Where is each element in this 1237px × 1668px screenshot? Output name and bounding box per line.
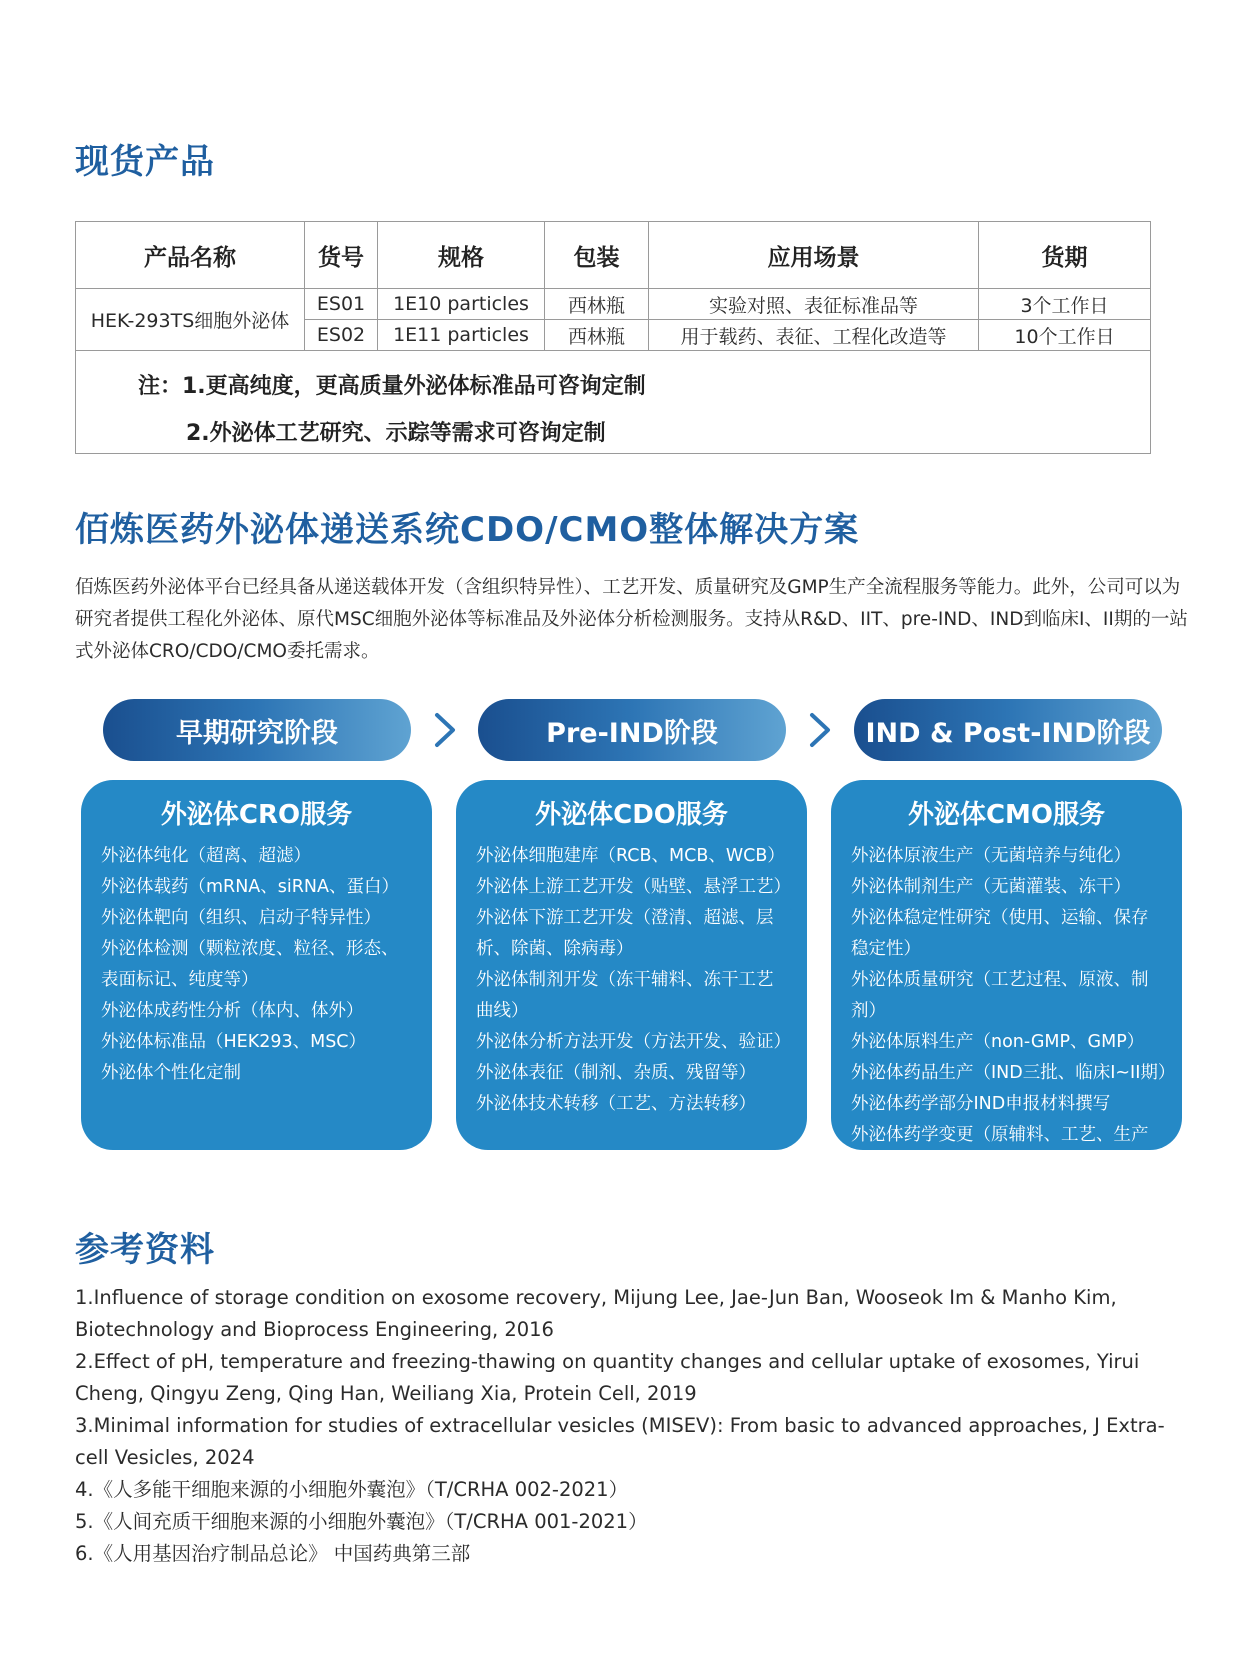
header-code: 货号 <box>305 222 378 289</box>
table-notes-row <box>76 351 1151 454</box>
header-package: 包装 <box>545 222 649 289</box>
list-item: 外泌体个性化定制 <box>101 1063 241 1083</box>
reference-line: 3.Minimal information for studies of extracellular vesicles (MISEV): From basic to advanced approaches, J Extra- <box>75 1414 1165 1437</box>
list-item: 外泌体制剂生产（无菌灌装、冻干） <box>851 877 1131 897</box>
spec-cell: 1E10 particles <box>378 289 545 320</box>
list-item: 外泌体分析方法开发（方法开发、验证） <box>476 1032 791 1052</box>
note-line-2: 2.外泌体工艺研究、示踪等需求可咨询定制 <box>186 421 606 446</box>
reference-line: Cheng, Qingyu Zeng, Qing Han, Weiliang Xia, Protein Cell, 2019 <box>75 1382 697 1405</box>
list-item: 稳定性） <box>851 939 921 959</box>
reference-line: Biotechnology and Bioprocess Engineering, 2016 <box>75 1318 554 1341</box>
reference-list <box>75 1282 1175 1570</box>
section-title-products: 现货产品 <box>75 142 215 182</box>
list-item: 外泌体表征（制剂、杂质、残留等） <box>476 1063 756 1083</box>
package-cell: 西林瓶 <box>545 289 649 320</box>
reference-line: 2.Effect of pH, temperature and freezing-thawing on quantity changes and cellular uptake of exosomes, Yirui <box>75 1350 1140 1373</box>
list-item: 外泌体药学变更（原辅料、工艺、生产 <box>851 1125 1149 1145</box>
list-item: 外泌体技术转移（工艺、方法转移） <box>476 1094 756 1114</box>
notes-cell <box>76 351 1151 454</box>
service-list <box>101 841 418 1089</box>
product-table <box>75 221 1151 454</box>
list-item: 外泌体成药性分析（体内、体外） <box>101 1001 364 1021</box>
card-title: 外泌体CRO服务 <box>160 800 353 830</box>
header-lead-time: 货期 <box>979 222 1151 289</box>
application-cell: 实验对照、表征标准品等 <box>649 289 979 320</box>
product-name-cell: HEK-293TS细胞外泌体 <box>76 289 305 351</box>
table-row <box>76 289 1151 320</box>
list-item: 外泌体标准品（HEK293、MSC） <box>101 1032 367 1052</box>
reference-line: 4.《人多能干细胞来源的小细胞外囊泡》（T/CRHA 002-2021） <box>75 1478 629 1501</box>
list-item: 表面标记、纯度等） <box>101 970 259 990</box>
header-spec: 规格 <box>378 222 545 289</box>
list-item: 外泌体载药（mRNA、siRNA、蛋白） <box>101 877 399 897</box>
list-item: 外泌体纯化（超离、超滤） <box>101 846 311 866</box>
lead-time-cell: 3个工作日 <box>979 289 1151 320</box>
list-item: 外泌体原液生产（无菌培养与纯化） <box>851 846 1131 866</box>
lead-time-cell: 10个工作日 <box>979 320 1151 351</box>
stage-pill-pre-ind: Pre-IND阶段 <box>478 699 786 761</box>
chevron-right-icon <box>800 709 840 751</box>
chevron-right-icon <box>425 709 465 751</box>
list-item: 外泌体细胞建库（RCB、MCB、WCB） <box>476 846 785 866</box>
stage-pill-ind-post-ind: IND & Post-IND阶段 <box>854 699 1162 761</box>
list-item: 外泌体上游工艺开发（贴壁、悬浮工艺） <box>476 877 791 897</box>
section-title-references: 参考资料 <box>75 1230 215 1270</box>
list-item: 外泌体靶向（组织、启动子特异性） <box>101 908 381 928</box>
section-title-solutions: 佰炼医药外泌体递送系统CDO/CMO整体解决方案 <box>75 510 860 550</box>
reference-line: 6.《人用基因治疗制品总论》 中国药典第三部 <box>75 1542 471 1565</box>
note-line-1: 注：1.更高纯度，更高质量外泌体标准品可咨询定制 <box>138 374 646 399</box>
intro-paragraph: 佰炼医药外泌体平台已经具备从递送载体开发（含组织特异性）、工艺开发、质量研究及GMP生产全流程服务等能力。此外，公司可以为研究者提供工程化外泌体、原代MSC细胞外泌体等标准品及外泌体分析检测服务。支持从R&D、IIT、pre-IND、IND到临床I、II期的一站式外泌体CRO/CDO/CMO委托需求。 <box>75 577 1188 662</box>
table-header-row <box>76 222 1151 289</box>
spec-cell: 1E11 particles <box>378 320 545 351</box>
list-item: 外泌体检测（颗粒浓度、粒径、形态、 <box>101 939 399 959</box>
service-card-cdo <box>456 780 807 1150</box>
code-cell: ES01 <box>305 289 378 320</box>
list-item: 析、除菌、除病毒） <box>476 939 634 959</box>
list-item: 曲线） <box>476 1001 529 1021</box>
application-cell: 用于载药、表征、工程化改造等 <box>649 320 979 351</box>
service-list <box>851 841 1176 1182</box>
service-card-cmo <box>831 780 1182 1176</box>
list-item: 外泌体质量研究（工艺过程、原液、制剂） <box>851 970 1149 1021</box>
service-list <box>476 841 793 1120</box>
list-item: 外泌体原料生产（non-GMP、GMP） <box>851 1032 1145 1052</box>
card-title: 外泌体CMO服务 <box>907 800 1106 830</box>
package-cell: 西林瓶 <box>545 320 649 351</box>
reference-line: 1.Influence of storage condition on exosome recovery, Mijung Lee, Jae-Jun Ban, Wooseok Im & Manho Kim, <box>75 1286 1117 1309</box>
list-item: 环境） <box>851 1156 904 1176</box>
stage-pill-early-research: 早期研究阶段 <box>103 699 411 761</box>
service-card-cro <box>81 780 432 1150</box>
header-application: 应用场景 <box>649 222 979 289</box>
reference-line: 5.《人间充质干细胞来源的小细胞外囊泡》（T/CRHA 001-2021） <box>75 1510 648 1533</box>
card-title: 外泌体CDO服务 <box>535 800 728 830</box>
list-item: 外泌体药学部分IND申报材料撰写 <box>851 1094 1111 1114</box>
list-item: 外泌体稳定性研究（使用、运输、保存 <box>851 908 1149 928</box>
code-cell: ES02 <box>305 320 378 351</box>
list-item: 外泌体药品生产（IND三批、临床I~II期） <box>851 1063 1176 1083</box>
list-item: 外泌体下游工艺开发（澄清、超滤、层 <box>476 908 774 928</box>
reference-line: cell Vesicles, 2024 <box>75 1446 255 1469</box>
list-item: 外泌体制剂开发（冻干辅料、冻干工艺 <box>476 970 774 990</box>
header-product-name: 产品名称 <box>76 222 305 289</box>
